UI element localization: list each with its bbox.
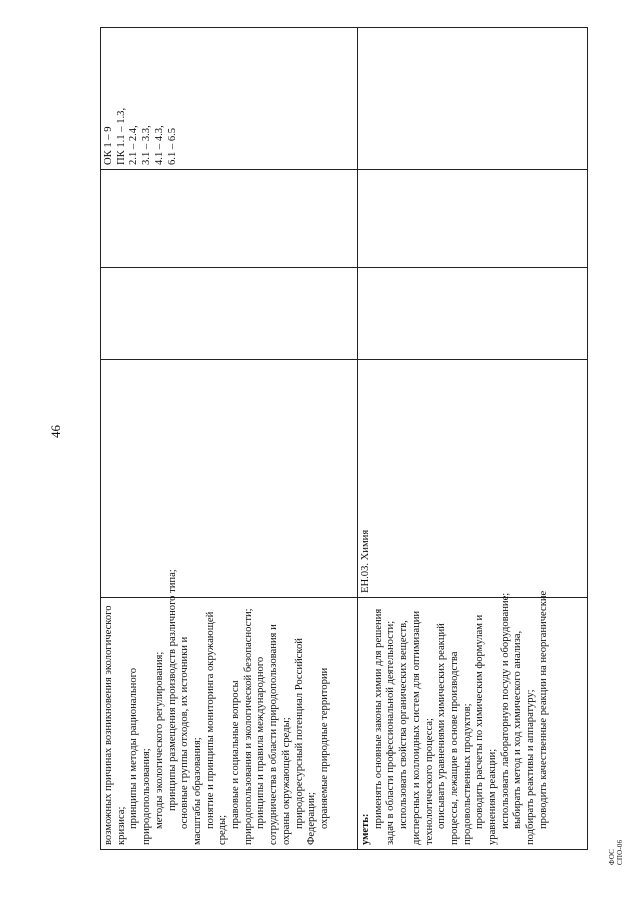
- empty-cell: [358, 170, 588, 268]
- text-line: масштабы образования;: [191, 737, 203, 845]
- text-line: кризиса;: [115, 806, 127, 845]
- text-line: использовать свойства органических веществ,: [398, 620, 410, 829]
- text-line: выбирать метод и ход химического анализа,: [512, 630, 524, 829]
- empty-cell: [358, 268, 588, 360]
- text-line: сотрудничества в области природопользования и: [268, 624, 280, 845]
- skills-cell: [358, 590, 588, 850]
- table-row: [101, 28, 358, 850]
- text-line: понятие и принципы мониторинга окружающей: [204, 611, 216, 829]
- text-line: принципы и методы рационального: [128, 667, 140, 829]
- competency-line: 3.1 – 3.3,: [141, 125, 153, 165]
- text-line: технологического процесса;: [423, 718, 435, 845]
- table-row: [358, 28, 588, 850]
- text-line: среды;: [217, 814, 229, 845]
- text-line: использовать лабораторную посуду и оборудование;: [499, 592, 511, 829]
- text-line: проводить расчеты по химическим формулам и: [474, 614, 486, 829]
- text-line: уравнениям реакции;: [487, 748, 499, 845]
- text-line: задач в области профессиональной деятельности;: [385, 620, 397, 845]
- discipline-cell: [358, 360, 588, 598]
- competency-line: ПК 1.1 – 1.3,: [115, 107, 127, 165]
- text-line: охраняемые природные территории: [318, 667, 330, 829]
- text-line: охраны окружающей среды;: [280, 717, 292, 845]
- text-line: процессы, лежащие в основе производства: [448, 651, 460, 845]
- text-line: подбирать реактивы и аппаратуру;: [525, 689, 537, 845]
- page-number: 46: [48, 425, 63, 438]
- discipline-cell: [101, 360, 358, 598]
- footer-code: ФОС СПО-06: [608, 839, 624, 865]
- knowledge-cell: [101, 569, 358, 850]
- text-line: основные группы отходов, их источники и: [179, 636, 191, 829]
- text-line: правовые и социальные вопросы: [230, 680, 242, 829]
- competency-table: [100, 27, 588, 850]
- competency-line: 4.1 – 4.3,: [153, 125, 165, 165]
- text-line: продовольственных продуктов;: [461, 703, 473, 845]
- text-line: природопользования и экологической безопасности;: [242, 608, 254, 845]
- text-line: природопользования;: [141, 748, 153, 845]
- text-line: дисперсных и коллоидных систем для оптимизации: [410, 610, 422, 845]
- text-line: природоресурсный потенциал Российской: [293, 638, 305, 829]
- text-line: Федерации;: [306, 792, 318, 845]
- competency-cell: [101, 28, 358, 170]
- text-line: возможных причинах возникновения экологического: [103, 605, 114, 845]
- text-line: описывать уравнениями химических реакций: [436, 623, 448, 829]
- empty-cell: [101, 268, 358, 360]
- text-line: принципы и правила международного: [255, 656, 267, 829]
- competency-cell: [358, 28, 588, 170]
- text-line: проводить качественные реакции на неорганические: [537, 590, 549, 829]
- competency-line: 6.1 – 6.5: [166, 127, 178, 165]
- skills-heading: уметь:: [360, 813, 371, 845]
- text-line: применять основные законы химии для решения: [372, 608, 384, 829]
- discipline-name: ЕН.03. Химия: [360, 529, 371, 593]
- competency-line: 2.1 – 2.4,: [128, 125, 140, 165]
- rotated-table: [100, 28, 587, 850]
- text-line: принципы размещения производств различного типа;: [166, 569, 178, 811]
- competency-line: ОК 1 – 9: [103, 126, 114, 165]
- empty-cell: [101, 170, 358, 268]
- text-line: методы экологического регулирования;: [153, 651, 165, 829]
